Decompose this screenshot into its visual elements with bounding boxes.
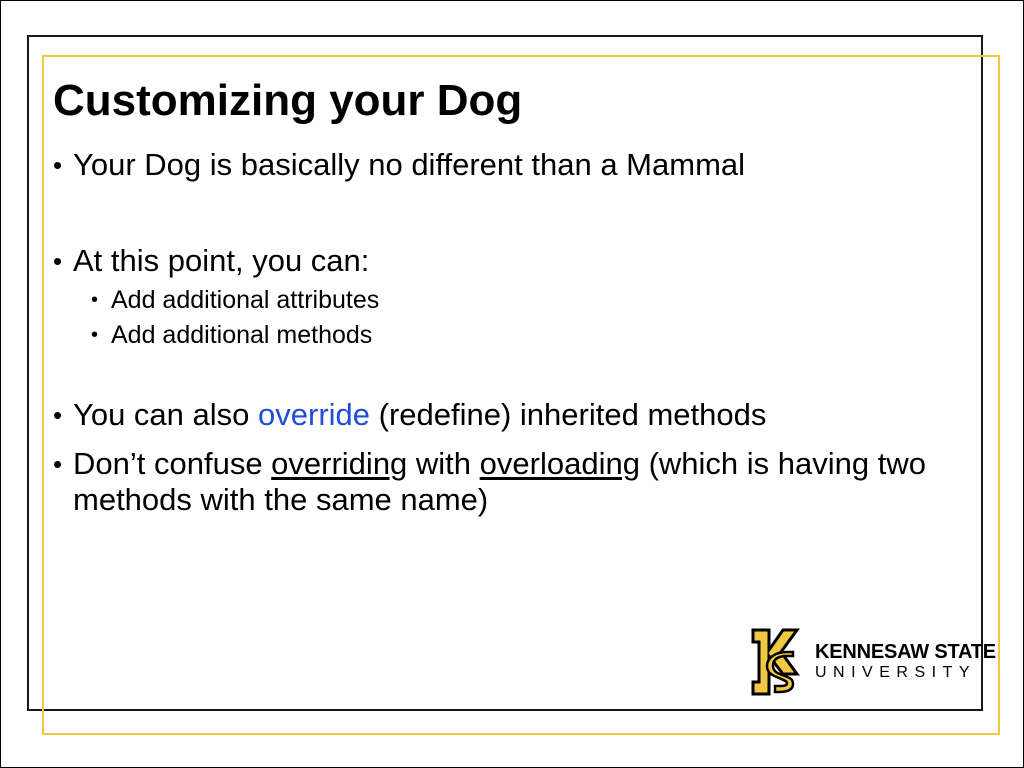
sub-bullet-1-text: Add additional attributes: [111, 286, 380, 314]
bullet-3-prefix: You can also: [73, 397, 259, 432]
sub-bullet-dot: •: [91, 289, 99, 311]
bullet-dot: •: [53, 400, 63, 430]
sub-bullet-1: [91, 285, 379, 315]
bullet-dot: •: [53, 449, 63, 479]
bullet-3-suffix: (redefine) inherited methods: [370, 397, 767, 432]
kennesaw-state-logo: [747, 625, 996, 699]
bullet-2-text: At this point, you can:: [73, 243, 370, 278]
bullet-4-part3: (which is having two methods with the same name): [73, 446, 926, 517]
bullet-3-text: [73, 397, 766, 433]
logo-line-2: UNIVERSITY: [815, 664, 977, 681]
bullet-4: [53, 446, 953, 518]
overloading-term: overloading: [479, 446, 640, 481]
bullet-dot: •: [53, 150, 63, 180]
bullet-1: [53, 147, 745, 183]
bullet-dot: •: [53, 246, 63, 276]
bullet-1-text: Your Dog is basically no different than a Mammal: [73, 147, 746, 182]
sub-bullet-2: [91, 320, 372, 350]
sub-bullet-dot: •: [91, 324, 99, 346]
override-highlight: override: [258, 397, 371, 432]
bullet-4-part2: with: [407, 446, 480, 481]
overriding-term: overriding: [271, 446, 408, 481]
bullet-3: [53, 397, 766, 433]
ks-monogram-icon: [747, 626, 801, 698]
bullet-2: [53, 243, 369, 279]
logo-wordmark: [815, 641, 996, 683]
bullet-4-text: [73, 446, 953, 518]
bullet-4-part1: Don’t confuse: [73, 446, 272, 481]
logo-line-1: KENNESAW STATE: [815, 641, 996, 663]
sub-bullet-2-text: Add additional methods: [111, 321, 373, 349]
slide-title: Customizing your Dog: [53, 76, 523, 125]
